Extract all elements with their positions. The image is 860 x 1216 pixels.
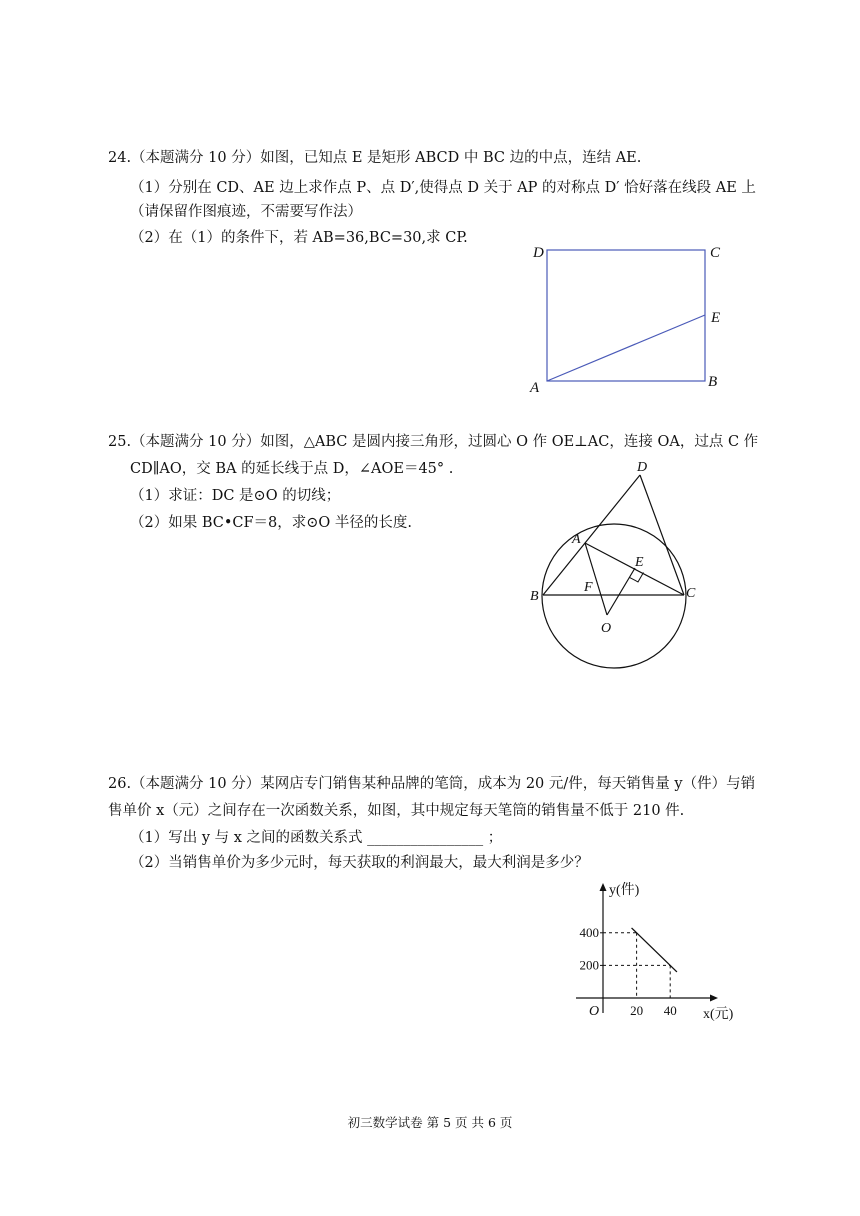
y-tick-label: 200	[579, 957, 599, 973]
q26-line-2: 售单价 x（元）之间存在一次函数关系，如图，其中规定每天笔筒的销售量不低于 210 件.	[108, 803, 685, 819]
page-footer: 初三数学试卷 第 5 页 共 6 页	[347, 1115, 513, 1130]
q26-function-graph	[565, 872, 745, 1027]
segment-ae	[547, 315, 705, 381]
q25-line-1: 25.（本题满分 10 分）如图，△ABC 是圆内接三角形，过圆心 O 作 OE⊥AC，连接 OA，过点 C 作	[108, 434, 759, 450]
label-e: E	[711, 310, 721, 326]
q24-line-3: （请保留作图痕迹，不需要写作法）	[130, 204, 362, 220]
q24-line-2: （1）分别在 CD、AE 边上求作点 P、点 D′,使得点 D 关于 AP 的对称点 D′ 恰好落在线段 AE 上	[130, 180, 756, 196]
x-tick-label: 20	[630, 1003, 644, 1018]
segment-dc	[640, 475, 684, 595]
label-d: D	[533, 245, 544, 261]
q25-line-4: （2）如果 BC•CF＝8，求⊙O 半径的长度.	[130, 515, 413, 531]
label-b: B	[708, 374, 718, 390]
rectangle-abcd	[547, 250, 705, 381]
origin-label: O	[589, 1004, 600, 1019]
label-a: A	[572, 532, 581, 547]
q25-circle-figure	[520, 455, 720, 670]
label-e: E	[635, 555, 644, 570]
x-axis-arrow	[710, 995, 718, 1002]
q26-line-1: 26.（本题满分 10 分）某网店专门销售某种品牌的笔筒，成本为 20 元/件，每天销售量 y（件）与销	[108, 776, 756, 792]
q24-line-1: 24.（本题满分 10 分）如图，已知点 E 是矩形 ABCD 中 BC 边的中点，连结 AE.	[108, 150, 642, 166]
label-c: C	[686, 586, 696, 601]
y-axis-arrow	[600, 883, 607, 891]
q24-line-4: （2）在（1）的条件下，若 AB=36,BC=30,求 CP.	[130, 230, 468, 246]
segment-bd	[543, 475, 640, 595]
q26-line-4: （2）当销售单价为多少元时，每天获取的利润最大，最大利润是多少？	[130, 855, 589, 871]
x-tick-label: 40	[663, 1003, 677, 1018]
label-f: F	[584, 580, 593, 595]
q25-line-3: （1）求证：DC 是⊙O 的切线；	[130, 488, 341, 504]
y-axis-label: y(件)	[609, 883, 640, 898]
q25-line-2: CD∥AO，交 BA 的延长线于点 D，∠AOE＝45° .	[130, 461, 454, 477]
q26-line-3: （1）写出 y 与 x 之间的函数关系式 ________________ ；	[130, 830, 503, 846]
label-o: O	[601, 621, 612, 636]
label-c: C	[710, 245, 721, 261]
label-b: B	[530, 589, 539, 604]
label-a: A	[530, 380, 540, 396]
segment-oe	[607, 568, 635, 615]
y-tick-label: 400	[579, 924, 599, 940]
x-axis-label: x(元)	[703, 1007, 734, 1022]
q24-rectangle-figure	[520, 236, 740, 402]
segment-ao	[585, 543, 607, 615]
circle-o	[542, 524, 686, 668]
label-d: D	[637, 460, 648, 475]
